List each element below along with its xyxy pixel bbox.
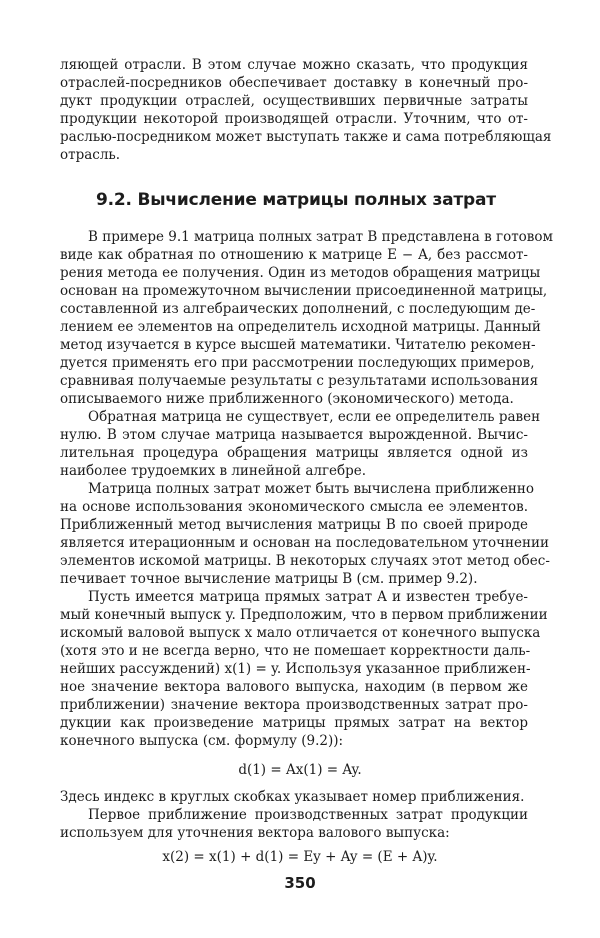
text-line: раслью-посредником может выступать также и сама потребляющая [60, 129, 552, 145]
text-line: нейших рассуждений) x(1) = y. Используя указанное приближен- [60, 661, 531, 677]
text-line: продукции некоторой производящей отрасли. Уточним, что от- [60, 111, 528, 127]
text-line: ное значение вектора валового выпуска, находим (в первом же [60, 679, 528, 695]
text-line: лением ее элементов на определитель исходной матрицы. Данный [60, 319, 541, 335]
text-line: метод изучается в курсе высшей математики. Читателю рекомен- [60, 337, 536, 353]
text-line: дуется применять его при рассмотрении последующих примеров, [60, 355, 535, 371]
text-line: дукт продукции отраслей, осуществивших первичные затраты [60, 93, 528, 109]
text-line: является итерационным и основан на последовательном уточнении [60, 535, 549, 551]
text-line: искомый валовой выпуск x мало отличается от конечного выпуска [60, 625, 541, 641]
text-line: используем для уточнения вектора валового выпуска: [60, 825, 450, 841]
text-line: мый конечный выпуск y. Предположим, что в первом приближении [60, 607, 548, 623]
text-line: печивает точное вычисление матрицы B (см. пример 9.2). [60, 571, 478, 587]
text-line: Первое приближение производственных затрат продукции [88, 807, 528, 823]
text-line: конечного выпуска (см. формулу (9.2)): [60, 733, 344, 749]
formula-d1: d(1) = Ax(1) = Ay. [238, 762, 362, 778]
page-number: 350 [284, 874, 316, 892]
text-line: Здесь индекс в круглых скобках указывает номер приближения. [60, 789, 525, 805]
text-line: элементов искомой матрицы. В некоторых случаях этот метод обес- [60, 553, 550, 569]
text-line: составленной из алгебраических дополнений, с последующим де- [60, 301, 536, 317]
text-line: В примере 9.1 матрица полных затрат B представлена в готовом [88, 229, 554, 245]
text-line: приближении) значение вектора производственных затрат про- [60, 697, 528, 713]
text-line: сравнивая получаемые результаты с результатами использования [60, 373, 539, 389]
text-line: на основе использования экономического смысла ее элементов. [60, 499, 528, 515]
text-line: описываемого ниже приближенного (экономического) метода. [60, 391, 514, 407]
text-line: отрасль. [60, 147, 121, 163]
text-line: (хотя это и не всегда верно, что не помешает корректности даль- [60, 643, 531, 659]
section-heading: 9.2. Вычисление матрицы полных затрат [96, 190, 496, 210]
text-line: ляющей отрасли. В этом случае можно сказать, что продукция [60, 57, 528, 73]
text-line: нулю. В этом случае матрица называется вырожденной. Вычис- [60, 427, 528, 443]
text-line: Приближенный метод вычисления матрицы B по своей природе [60, 517, 528, 533]
text-line: основан на промежуточном вычислении присоединенной матрицы, [60, 283, 548, 299]
text-line: Обратная матрица не существует, если ее определитель равен [88, 409, 541, 425]
text-line: дукции как произведение матрицы прямых затрат на вектор [60, 715, 528, 731]
text-line: Матрица полных затрат может быть вычислена приближенно [88, 481, 535, 497]
text-line: отраслей-посредников обеспечивает доставку в конечный про- [60, 75, 528, 91]
text-line: рения метода ее получения. Один из методов обращения матрицы [60, 265, 541, 281]
formula-x2: x(2) = x(1) + d(1) = Ey + Ay = (E + A)y. [162, 849, 438, 865]
text-line: Пусть имеется матрица прямых затрат A и известен требуе- [88, 589, 528, 605]
text-line: наиболее трудоемких в линейной алгебре. [60, 463, 367, 479]
text-line: виде как обратная по отношению к матрице E − A, без рассмот- [60, 247, 528, 263]
text-line: лительная процедура обращения матрицы является одной из [60, 445, 528, 461]
